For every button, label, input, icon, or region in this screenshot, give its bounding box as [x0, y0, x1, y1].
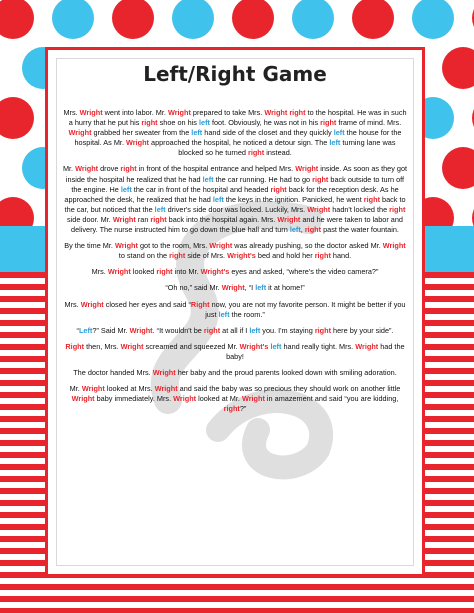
name-wright: Wright	[71, 394, 95, 404]
word-left: left	[154, 204, 166, 214]
story-paragraph	[61, 241, 409, 261]
story-text-run: driver's side door was locked. Luckily, Mrs.	[165, 204, 308, 214]
story-text-run: “	[76, 325, 79, 335]
word-right: right	[150, 214, 167, 224]
name-wright: Wright	[173, 394, 197, 404]
story-text-run: . “It wouldn't be	[152, 325, 204, 335]
story-text-run: got to the room, Mrs.	[137, 241, 210, 251]
name-wright: Wright	[264, 108, 288, 117]
polka-dot	[0, 0, 34, 39]
word-right: right	[363, 194, 381, 204]
story-text-run: to the hospital. He was in such a hurry that he put his	[68, 108, 407, 128]
story-text-run: screamed and squeezed Mr.	[143, 341, 240, 351]
name-wright: Wright	[79, 108, 103, 117]
story-text-run: at all if I	[220, 325, 250, 335]
story-text-run: ran	[135, 214, 151, 224]
name-wright: Wright	[295, 164, 319, 174]
story-paragraph	[61, 300, 409, 320]
word-left: left	[120, 184, 132, 194]
name-wright: Wright's	[200, 267, 230, 277]
story-text-run: here by your side”.	[331, 325, 394, 335]
story-paragraph	[61, 108, 409, 158]
story-text-run: , “I	[244, 283, 256, 293]
story-text-run: Mrs.	[63, 108, 80, 117]
story-text-run: “Oh no,” said Mr.	[165, 283, 222, 293]
story-text-run: hand side of the closet and they quickly	[202, 128, 334, 138]
polka-dot	[292, 0, 334, 39]
word-left: left	[289, 225, 301, 235]
word-left: left	[218, 309, 230, 319]
name-wright: Wright	[167, 108, 191, 117]
polka-dot	[0, 97, 34, 139]
story-text-run: now, you are not my favorite person. It might be better if you just	[205, 299, 406, 319]
word-right: right	[389, 204, 406, 214]
polka-dot	[52, 0, 94, 39]
story-text-run: Mr.	[62, 164, 76, 174]
word-right: right	[304, 225, 322, 235]
word-right: right	[312, 174, 329, 184]
story-text-run: back outside to turn off the engine. He	[71, 174, 405, 194]
name-wright: Wright	[129, 325, 153, 335]
name-wright: Wright	[355, 341, 379, 351]
polka-dot	[412, 0, 454, 39]
story-text-run: ?” Said Mr.	[92, 325, 130, 335]
name-wright: Wright	[126, 138, 149, 148]
story-text-run: had the baby!	[226, 341, 405, 361]
polka-dot	[352, 0, 394, 39]
word-right: Right	[190, 299, 210, 309]
story-text-run: inside. As soon as they got inside the hospital he realized that he had	[65, 164, 408, 184]
story-text-run: Mrs.	[64, 299, 81, 309]
story-text-run: turning lane was blocked so he turned	[178, 138, 396, 158]
story-text-run: shoe on his	[157, 118, 199, 128]
story-paragraph	[61, 368, 409, 378]
story-text-run: was already pushing, so the doctor asked Mr.	[232, 241, 383, 251]
story-text-run: and said the baby was so precious they should work on another little	[177, 384, 401, 394]
story-paragraph	[61, 384, 409, 414]
name-wright: Wright	[209, 241, 233, 251]
story-text-run: Mrs.	[91, 267, 108, 277]
story-text-run: to stand on the	[118, 251, 170, 261]
story-text-run: back for the reception desk. As he approached the desk, he realized that he had	[64, 184, 399, 204]
name-wright: Wright	[75, 164, 99, 174]
story-text-run: it at home!”	[266, 283, 305, 293]
word-right: right	[156, 267, 173, 277]
name-wright: Wright	[68, 128, 92, 138]
story-text-run: bed and hold her	[255, 251, 315, 261]
word-right: right	[223, 404, 240, 414]
story-text-run: you. I'm staying	[260, 325, 315, 335]
name-wright: Wright	[152, 367, 176, 377]
story-text-run: looked at Mrs.	[104, 384, 155, 394]
story-text-run: foot. Obviously, he was not in his	[209, 118, 321, 128]
name-wright: Wright	[80, 299, 104, 309]
name-wright: Wright	[382, 241, 406, 251]
story-text-run: back to the car, but noticed that the	[64, 194, 406, 214]
word-left: Left	[78, 325, 93, 335]
story-text-run: grabbed her sweater from the	[91, 128, 192, 138]
word-left: left	[191, 128, 203, 138]
polka-dot	[172, 0, 214, 39]
word-right: right	[320, 118, 337, 128]
story-paragraph	[61, 164, 409, 235]
story-text-run: the car in front of the hospital and headed	[131, 184, 271, 194]
page-title: Left/Right Game	[143, 62, 327, 86]
name-wright: Wright	[120, 341, 144, 351]
story-text-run: eyes and asked, “where's the video camera?”	[229, 267, 379, 277]
word-left: left	[212, 194, 224, 204]
story-text-run: prepared to take Mrs.	[190, 108, 265, 117]
story-text-run: looked	[130, 267, 157, 277]
story-text-run: approached the hospital, he noticed a detour sign. The	[148, 138, 330, 148]
story-text-run: closed her eyes and said “	[103, 299, 191, 309]
story-text-run: then, Mrs.	[84, 341, 121, 351]
story-text-run: hadn't locked the	[330, 204, 390, 214]
name-wright: Wright	[114, 241, 138, 251]
name-wright: Wright's	[227, 251, 256, 261]
story-text-run: ?”	[239, 404, 247, 414]
word-left: left	[333, 128, 345, 138]
story-text-run: hand.	[330, 251, 352, 261]
polka-dot	[442, 47, 474, 89]
story-paragraph	[61, 267, 409, 277]
story-text-run: the house for the hospital. As Mr.	[74, 128, 402, 148]
story-text-run: in amazement and said “you are kidding,	[264, 394, 399, 404]
story-text-run: went into labor. Mr.	[102, 108, 168, 117]
word-right: right	[247, 148, 265, 158]
word-right: right	[141, 118, 158, 128]
word-right: right	[270, 184, 287, 194]
story-text-run: past the water fountain.	[321, 225, 399, 235]
story-text-run: frame of mind. Mrs.	[336, 118, 402, 128]
game-card	[45, 47, 425, 577]
story-text-run: Mr.	[69, 384, 82, 394]
name-wright: Wright	[81, 384, 105, 394]
word-right: right	[120, 164, 137, 174]
word-right: right	[289, 108, 306, 117]
word-right: right	[314, 251, 331, 261]
name-wright: Wright	[307, 204, 331, 214]
polka-dot	[232, 0, 274, 39]
story-text-run: hand really tight. Mrs.	[281, 341, 356, 351]
story-text-run: By the time Mr.	[64, 241, 115, 251]
name-wright: Wright	[154, 384, 178, 394]
name-wright: Wright	[241, 394, 265, 404]
story-text-run: back into the hospital again. Mrs.	[166, 214, 278, 224]
story-text-run: the car running. He had to go	[213, 174, 313, 184]
word-left: left	[202, 174, 214, 184]
name-wright: Wright's	[239, 341, 269, 351]
name-wright: Wright	[277, 214, 301, 224]
polka-dot	[442, 147, 474, 189]
story-text	[61, 108, 409, 420]
story-text-run: baby immediately. Mrs.	[94, 394, 174, 404]
word-right: right	[169, 251, 186, 261]
story-text-run: ,	[300, 225, 305, 235]
story-text-run: side door. Mr.	[67, 214, 113, 224]
story-paragraph	[61, 342, 409, 362]
story-paragraph	[61, 326, 409, 336]
word-right: right	[314, 325, 332, 335]
name-wright: Wright	[112, 214, 136, 224]
story-text-run: The doctor handed Mrs.	[73, 367, 153, 377]
story-text-run: her baby and the proud parents looked down with smiling adoration.	[175, 367, 397, 377]
story-paragraph	[61, 283, 409, 293]
story-text-run: side of Mrs.	[185, 251, 228, 261]
word-left: left	[329, 138, 341, 148]
story-text-run: and he were taken to labor and delivery. The nurse instructed him to go down the blue hall and turn	[71, 214, 403, 235]
name-wright: Wright	[107, 267, 131, 277]
word-left: left	[270, 341, 282, 351]
polka-dot	[112, 0, 154, 39]
word-right: right	[203, 325, 221, 335]
story-text-run: looked at Mr.	[196, 394, 242, 404]
word-left: left	[255, 283, 267, 293]
story-text-run: into Mr.	[172, 267, 201, 277]
word-left: left	[198, 118, 210, 128]
story-text-run: the keys in the ignition. Panicked, he went	[223, 194, 364, 204]
story-text-run: the room.”	[229, 309, 265, 319]
name-wright: Wright	[221, 283, 245, 293]
story-text-run: instead.	[264, 148, 292, 158]
story-text-run: in front of the hospital entrance and helped Mrs.	[136, 164, 296, 174]
word-left: left	[249, 325, 261, 335]
word-right: Right	[65, 341, 85, 351]
story-text-run: drove	[98, 164, 121, 174]
